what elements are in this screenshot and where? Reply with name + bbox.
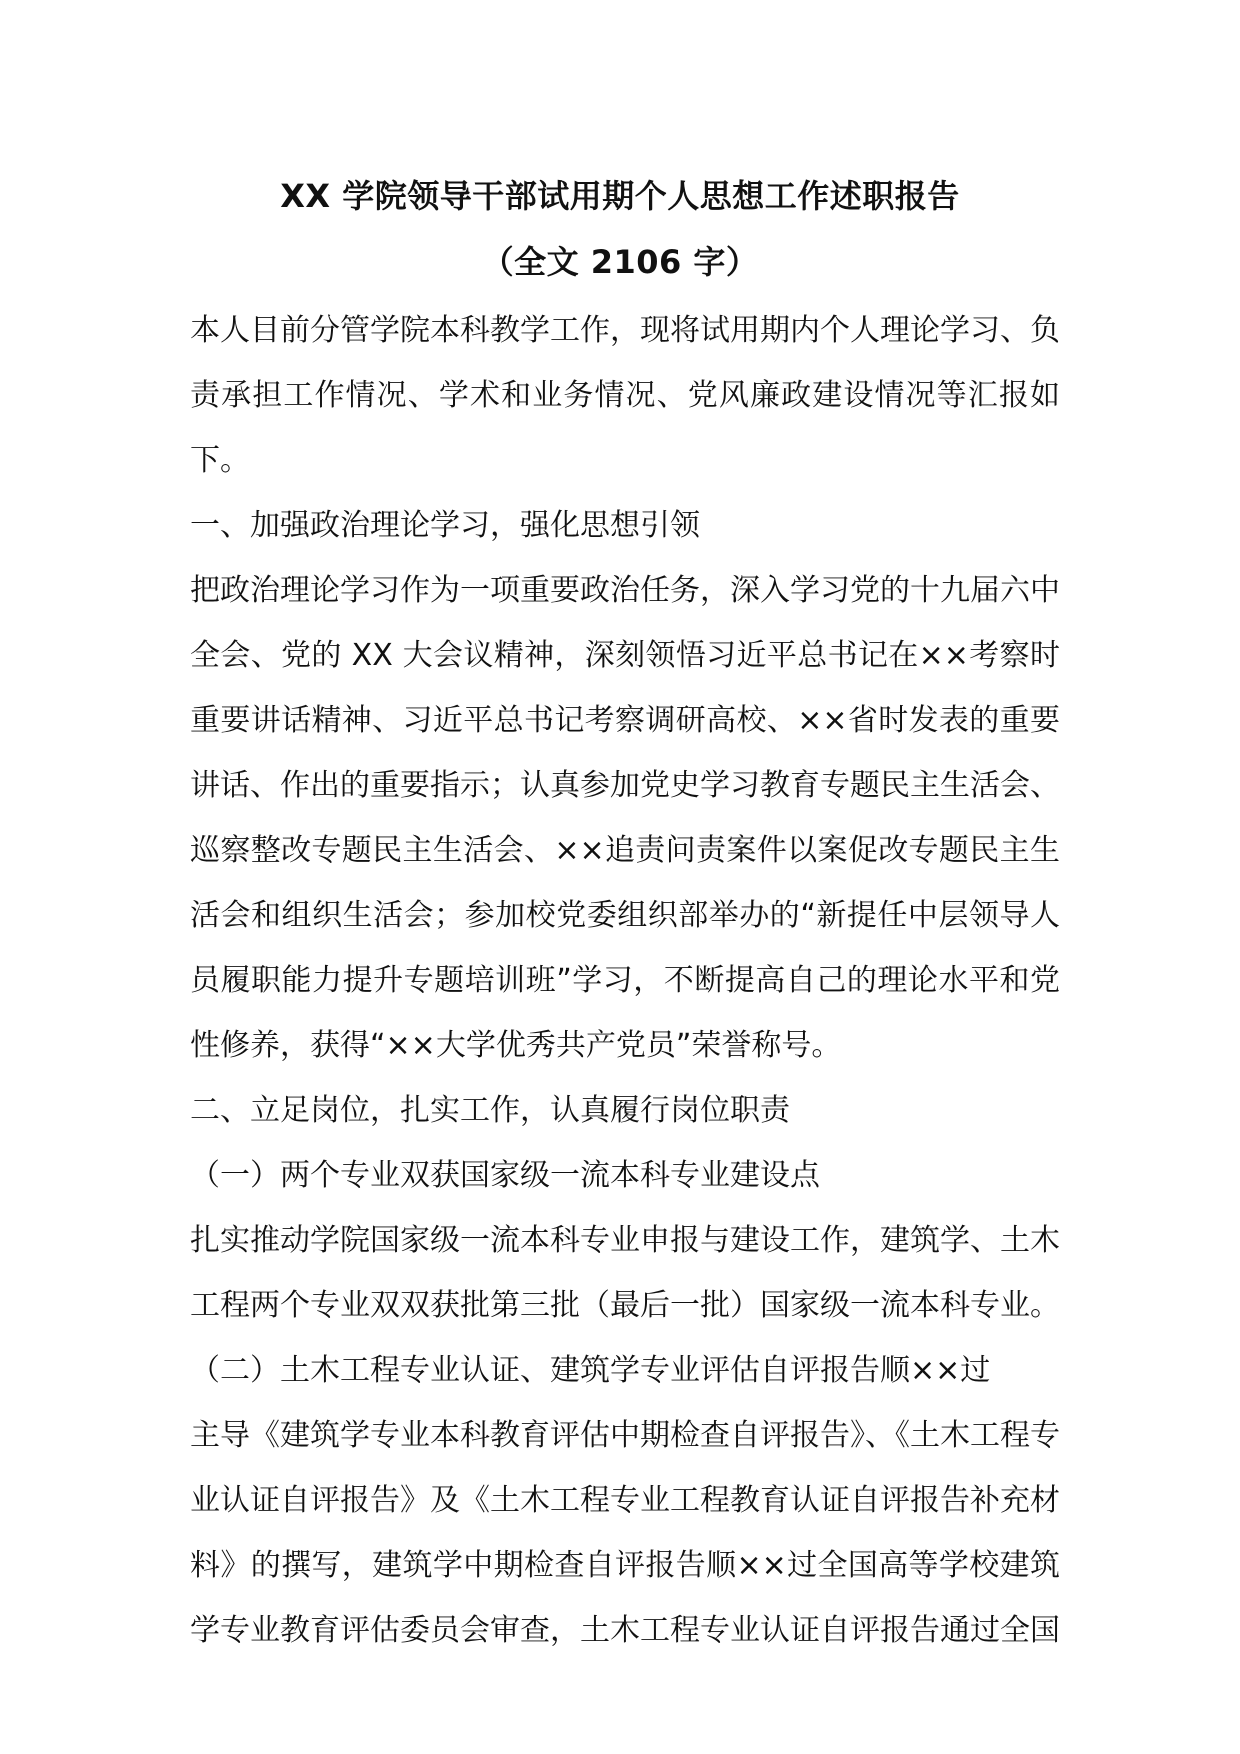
paragraph-subsection-2: 主导《建筑学专业本科教育评估中期检查自评报告》、《土木工程专业认证自评报告》及《土木工程专业工程教育认证自评报告补充材料》的撰写，建筑学中期检查自评报告顺××过全国高等学校建筑学专业教育评估委员会审查，土木工程专业认证自评报告通过全国 xyxy=(190,1418,1060,1648)
document-body xyxy=(190,298,1060,1663)
paragraph-subsection-1: 扎实推动学院国家级一流本科专业申报与建设工作，建筑学、土木工程两个专业双双获批第三批（最后一批）国家级一流本科专业。 xyxy=(190,1223,1060,1323)
subsection-heading-1: （一）两个专业双获国家级一流本科专业建设点 xyxy=(190,1158,820,1193)
section-heading-1: 一、加强政治理论学习，强化思想引领 xyxy=(190,508,700,543)
section-heading-2: 二、立足岗位，扎实工作，认真履行岗位职责 xyxy=(190,1093,790,1128)
subsection-heading-2: （二）土木工程专业认证、建筑学专业评估自评报告顺××过 xyxy=(190,1353,991,1388)
document-subtitle: （全文 2106 字） xyxy=(481,243,759,281)
paragraph-section-1: 把政治理论学习作为一项重要政治任务，深入学习党的十九届六中全会、党的 XX 大会议精神，深刻领悟习近平总书记在××考察时重要讲话精神、习近平总书记考察调研高校、××省时发表的重要讲话、作出的重要指示；认真参加党史学习教育专题民主生活会、巡察整改专题民主生活会、××追责问责案件以案促改专题民主生活会和组织生活会；参加校党委组织部举办的“新提任中层领导人员履职能力提升专题培训班”学习，不断提高自己的理论水平和党性修养，获得“××大学优秀共产党员”荣誉称号。 xyxy=(190,573,1060,1063)
paragraph-intro: 本人目前分管学院本科教学工作，现将试用期内个人理论学习、负责承担工作情况、学术和业务情况、党风廉政建设情况等汇报如下。 xyxy=(190,313,1060,478)
document-title: XX 学院领导干部试用期个人思想工作述职报告 xyxy=(280,177,960,215)
